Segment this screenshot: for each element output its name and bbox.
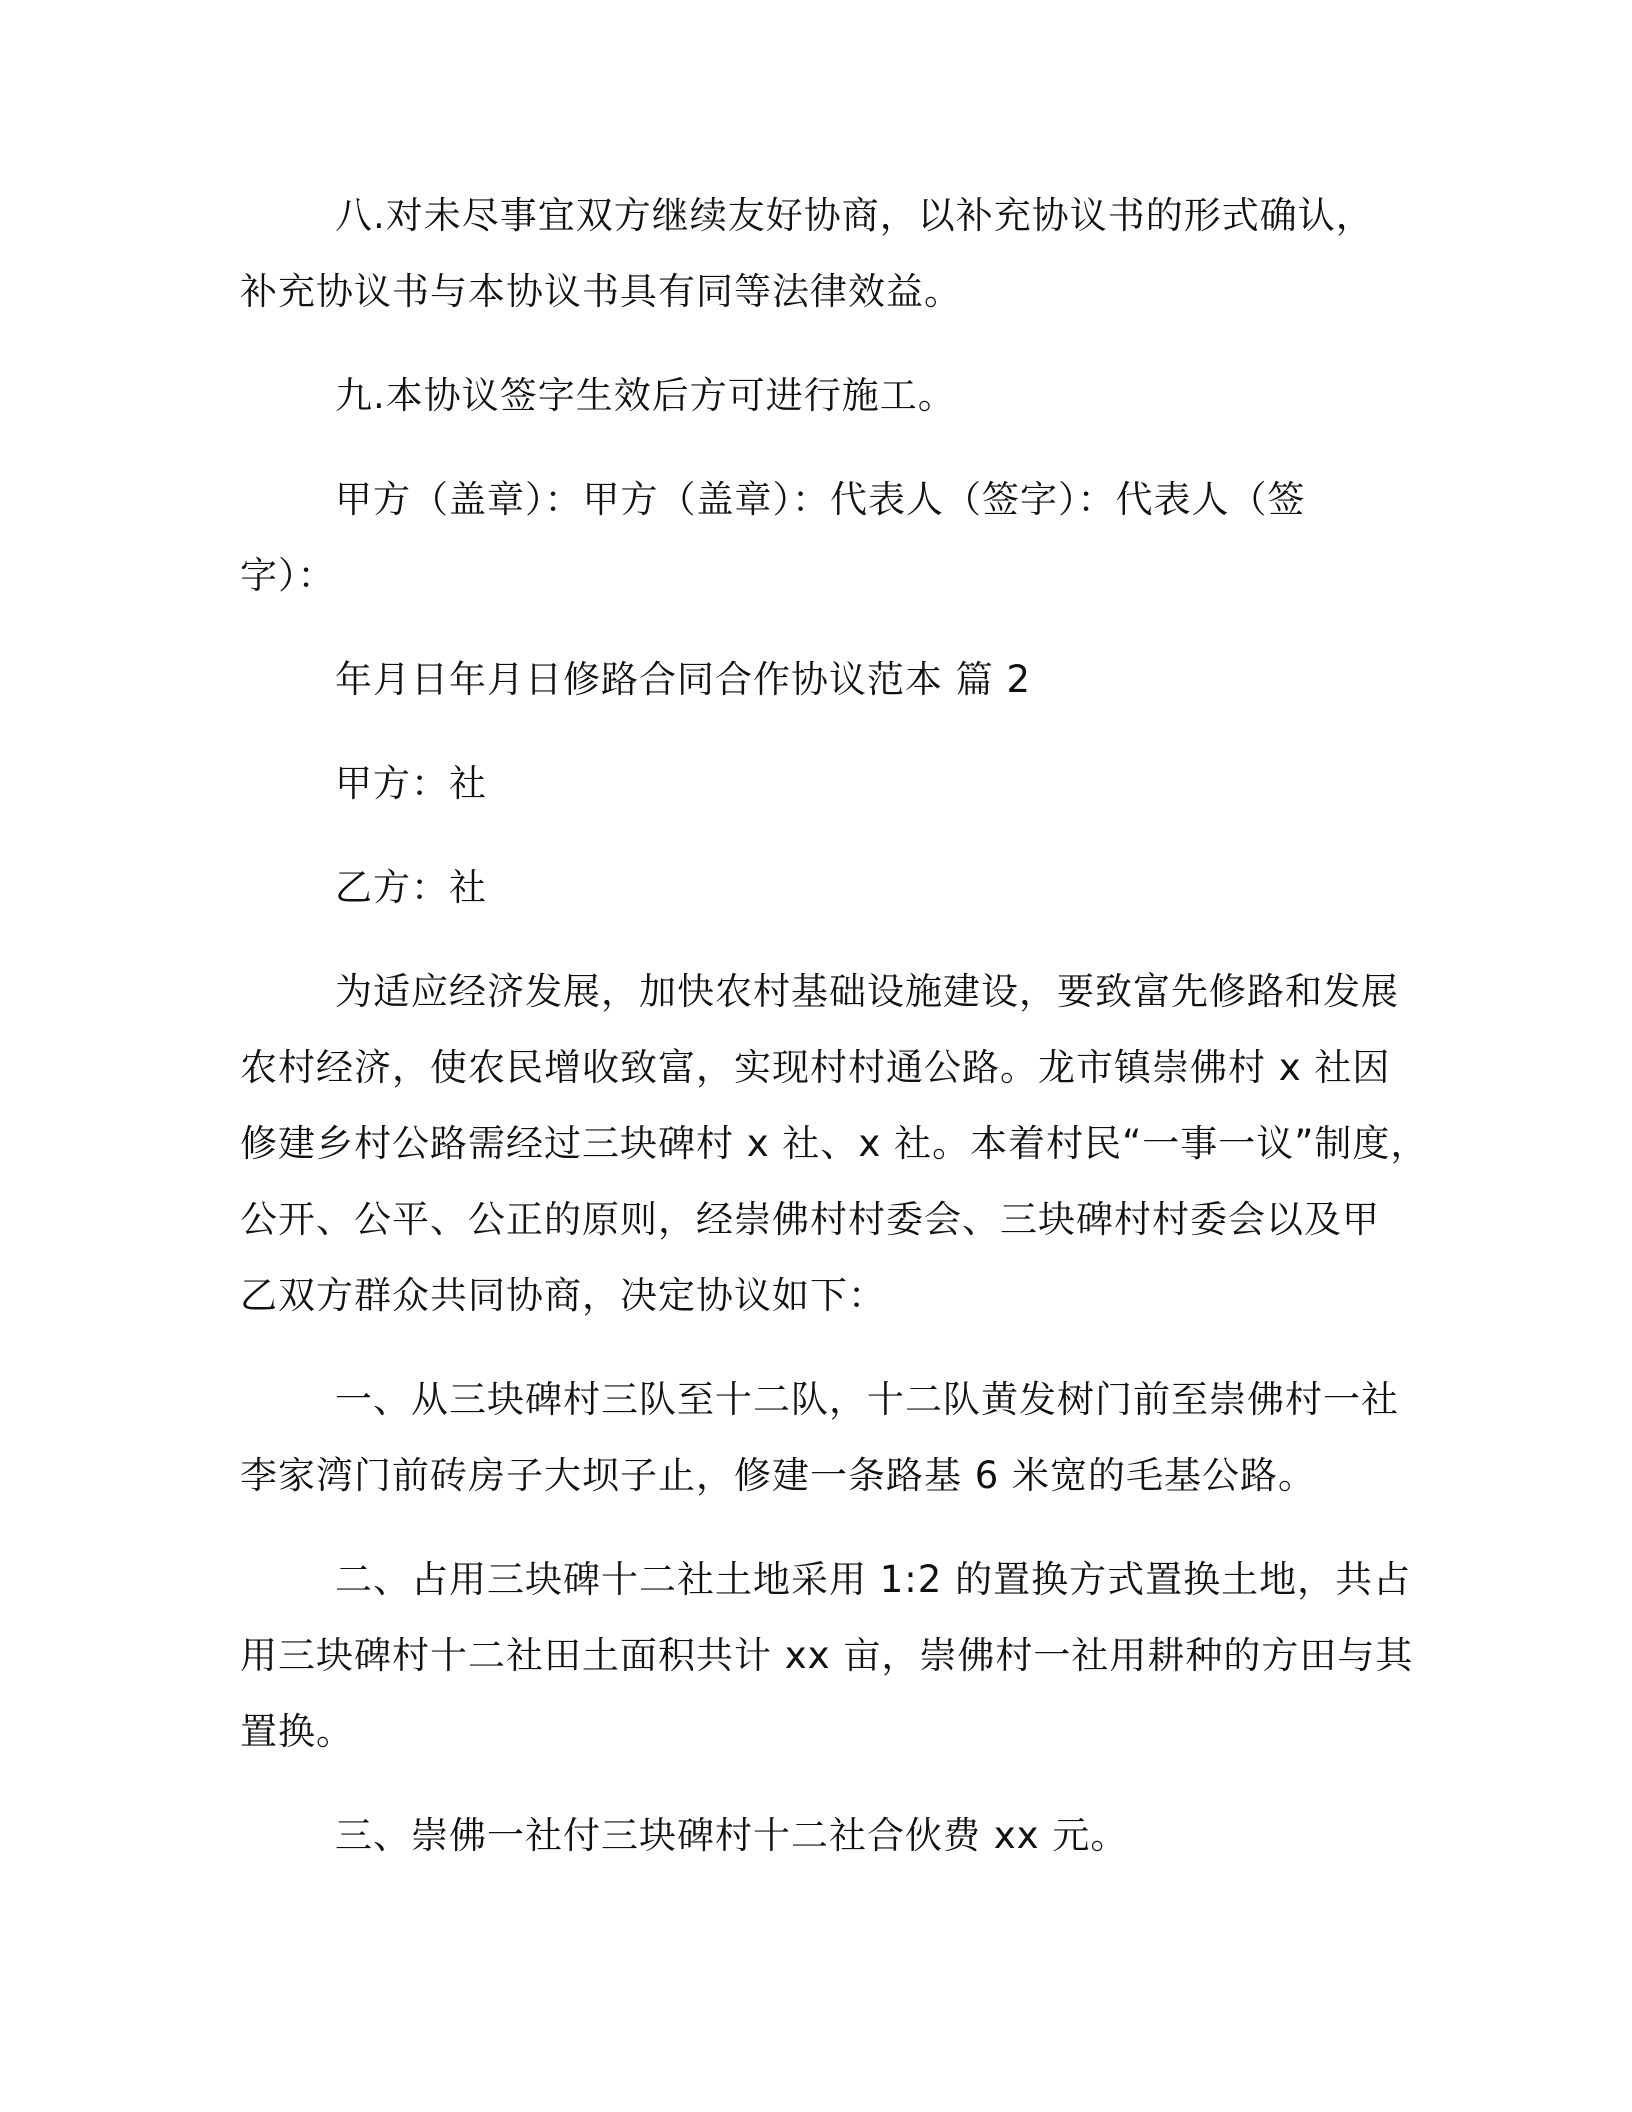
section-heading (240, 642, 1420, 718)
section-heading-line: 年月日年月日修路合同合作协议范本 篇 2 (335, 658, 1032, 701)
preamble (240, 954, 1429, 1334)
item-2-line-3: 置换。 (240, 1710, 354, 1753)
item-1 (240, 1362, 1420, 1514)
signature-line-1: 甲方（盖章）：甲方（盖章）：代表人（签字）：代表人（签 (335, 478, 1306, 521)
item-2-line-1: 二、占用三块碑十二社土地采用 1:2 的置换方式置换土地，共占 (335, 1558, 1412, 1601)
clause-8-line-1: 八.对未尽事宜双方继续友好协商，以补充协议书的形式确认， (335, 194, 1374, 237)
preamble-line-3: 修建乡村公路需经过三块碑村 x 社、x 社。本着村民“一事一议”制度， (240, 1122, 1429, 1165)
clause-9-line-1: 九.本协议签字生效后方可进行施工。 (335, 374, 956, 417)
document-page (240, 178, 1429, 1902)
preamble-line-4: 公开、公平、公正的原则，经崇佛村村委会、三块碑村村委会以及甲 (240, 1198, 1380, 1241)
item-2-line-2: 用三块碑村十二社田土面积共计 xx 亩，崇佛村一社用耕种的方田与其 (240, 1634, 1414, 1677)
item-3 (240, 1798, 1420, 1874)
party-b (240, 850, 1420, 926)
party-a-line: 甲方：社 (335, 762, 487, 805)
party-b-line: 乙方：社 (335, 866, 487, 909)
signature-line-2: 字）： (240, 554, 336, 597)
item-2 (240, 1542, 1420, 1770)
item-3-line-1: 三、崇佛一社付三块碑村十二社合伙费 xx 元。 (335, 1814, 1129, 1857)
preamble-line-2: 农村经济，使农民增收致富，实现村村通公路。龙市镇崇佛村 x 社因 (240, 1046, 1391, 1089)
preamble-line-5: 乙双方群众共同协商，决定协议如下： (240, 1274, 886, 1317)
item-1-line-1: 一、从三块碑村三队至十二队，十二队黄发树门前至崇佛村一社 (335, 1378, 1399, 1421)
item-1-line-2: 李家湾门前砖房子大坝子止，修建一条路基 6 米宽的毛基公路。 (240, 1454, 1317, 1497)
signature-block (240, 462, 1420, 614)
preamble-line-1: 为适应经济发展，加快农村基础设施建设，要致富先修路和发展 (335, 970, 1399, 1013)
clause-9 (240, 358, 1420, 434)
clause-8-line-2: 补充协议书与本协议书具有同等法律效益。 (240, 270, 962, 313)
clause-8 (240, 178, 1420, 330)
party-a (240, 746, 1420, 822)
